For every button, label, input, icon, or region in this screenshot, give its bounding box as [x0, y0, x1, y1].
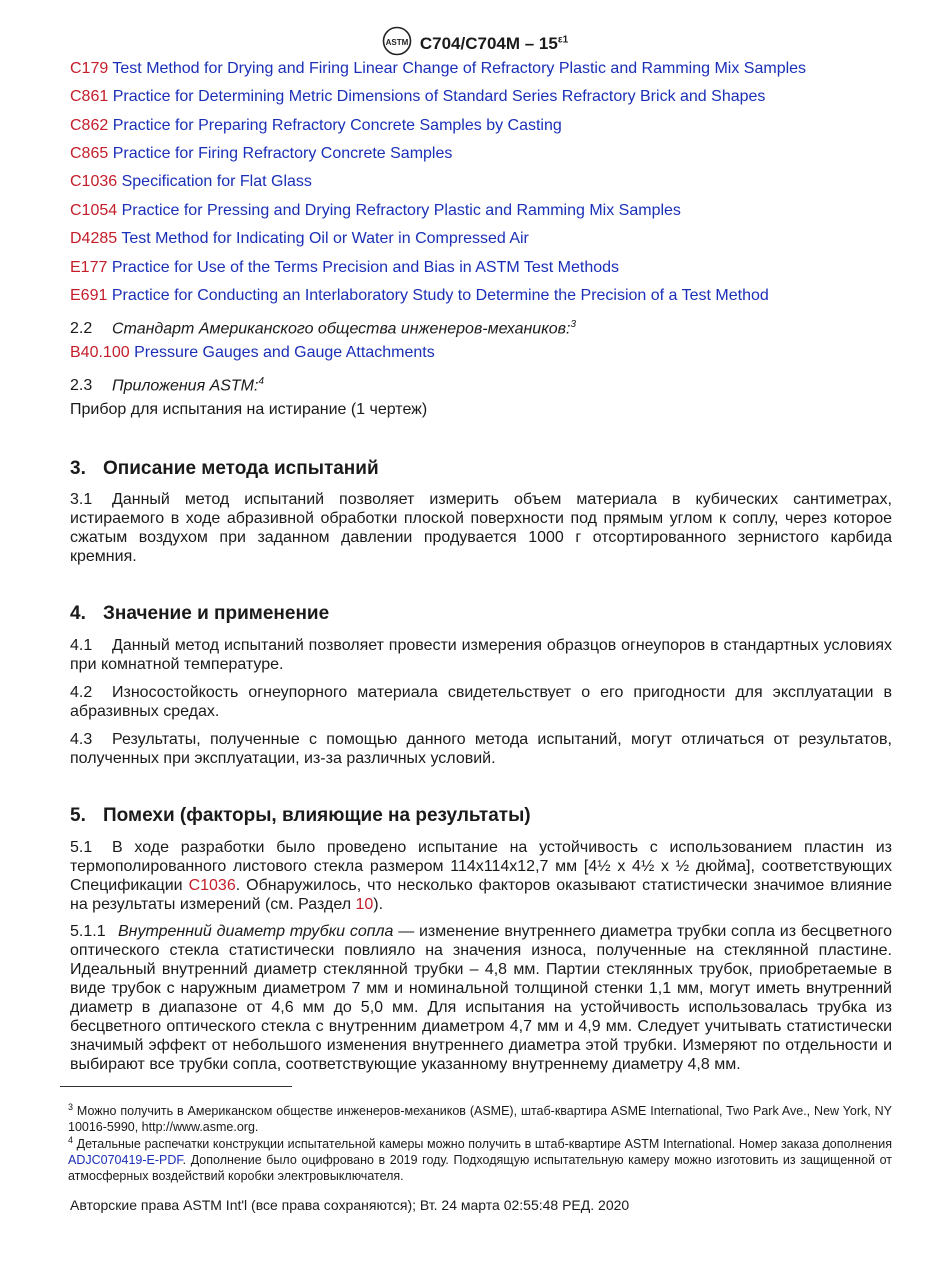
- reference-e691[interactable]: E691 Practice for Conducting an Interlaboratory Study to Determine the Precision of a Test Method: [70, 287, 769, 304]
- footnote-divider: [60, 1086, 292, 1087]
- reference-b40-100[interactable]: B40.100 Pressure Gauges and Gauge Attachments: [70, 344, 435, 361]
- copyright-footer: Авторские права ASTM Int'l (все права сохраняются); Вт. 24 марта 02:55:48 РЕД. 2020: [70, 1197, 630, 1213]
- section-4-heading: 4. Значение и применение: [70, 603, 330, 624]
- reference-c1054[interactable]: C1054 Practice for Pressing and Drying Refractory Plastic and Ramming Mix Samples: [70, 202, 681, 219]
- adjunct-item: Прибор для испытания на истирание (1 чертеж): [70, 401, 428, 418]
- subsection-2-3: 2.3 Приложения ASTM:$^4$: [70, 376, 265, 395]
- footnote-3: $^3$ Можно получить в Американском обществе инженеров-механиков (ASME), штаб-квартира ASME International, Two Park Ave., New York, NY 10016-5990, http://www.asme.org.: [68, 1102, 892, 1135]
- reference-c862[interactable]: C862 Practice for Preparing Refractory Concrete Samples by Casting: [70, 117, 562, 134]
- astm-logo-icon: [382, 26, 412, 61]
- section-5-heading: 5. Помехи (факторы, влияющие на результаты): [70, 805, 531, 826]
- link-section-10[interactable]: 10: [355, 896, 374, 913]
- section-3-heading: 3. Описание метода испытаний: [70, 458, 379, 479]
- subsection-2-2: 2.2 Стандарт Американского общества инженеров-механиков:$^3$: [70, 319, 577, 338]
- reference-c861[interactable]: C861 Practice for Determining Metric Dimensions of Standard Series Refractory Brick and Shapes: [70, 88, 766, 105]
- standard-code: $C704/C704M - 15^{\varepsilon 1}$: [419, 33, 569, 53]
- reference-c1036[interactable]: C1036 Specification for Flat Glass: [70, 173, 312, 190]
- link-adjunct[interactable]: ADJC070419-E-PDF: [68, 1153, 183, 1168]
- paragraph-4-2: 4.2 Износостойкость огнеупорного материала свидетельствует о его пригодности для эксплуатации в абразивных средах.: [70, 684, 892, 720]
- svg-text:ASTM: ASTM: [385, 38, 409, 47]
- reference-c179[interactable]: C179 Test Method for Drying and Firing Linear Change of Refractory Plastic and Ramming Mix Samples: [70, 60, 807, 77]
- reference-e177[interactable]: E177 Practice for Use of the Terms Precision and Bias in ASTM Test Methods: [70, 259, 620, 276]
- paragraph-5-1-1: 5.1.1 Внутренний диаметр трубки сопла — изменение внутреннего диаметра трубки сопла из бесцветного оптического стекла статистически повлияло на значения износа, полученные на стеклянной пластине. Идеальный внутренний диаметр стеклянной трубки – 4,8 мм. Партии стеклянных трубок, приобретаемые в виде трубок с наружным диаметром 7 мм и номинальной толщиной стенки 1,1 мм, могут иметь внутренний диаметр в диапазоне от 4,6 мм до 5,0 мм. Для испытания на устойчивость использовалась трубка из бесцветного оптического стекла с внутренним диаметром 4,7 мм и 4,9 мм. Следует учитывать статистически значимый эффект от небольшого изменения внутреннего диаметра этой трубки. Измеряют по отдельности и выбирают все трубки сопла, соответствующие указанному внутреннему диаметру 4,8 мм.: [70, 923, 892, 1073]
- reference-d4285[interactable]: D4285 Test Method for Indicating Oil or Water in Compressed Air: [70, 230, 529, 247]
- paragraph-3-1: 3.1 Данный метод испытаний позволяет измерить объем материала в кубических сантиметрах, истираемого в ходе абразивной обработки плоской поверхности под прямым углом к соплу, через которое сжатым воздухом при заданном давлении продувается 1000 г отсортированного зернистого карбида кремния.: [70, 491, 892, 565]
- page-header: [0, 26, 950, 61]
- paragraph-5-1: 5.1 В ходе разработки было проведено испытание на устойчивость с использованием пластин из термополированного листового стекла размером 114х114х12,7 мм [4½ х 4½ х ½ дюйма], соответствующих Спецификации C1036. Обнаружилось, что несколько факторов оказывают статистически значимое влияние на результаты измерений (см. Раздел 10).: [70, 839, 892, 913]
- paragraph-4-3: 4.3 Результаты, полученные с помощью данного метода испытаний, могут отличаться от результатов, полученных при эксплуатации, из-за различных условий.: [70, 731, 892, 767]
- footnote-4: $^4$ Детальные распечатки конструкции испытательной камеры можно получить в штаб-квартире ASTM International. Номер заказа дополнения ADJC070419-E-PDF. Дополнение было оцифровано в 2019 году. Подходящую испытательную камеру можно изготовить из защищенной от атмосферных воздействий коробки электровыключателя.: [68, 1135, 892, 1184]
- link-c1036[interactable]: C1036: [188, 877, 236, 894]
- paragraph-4-1: 4.1 Данный метод испытаний позволяет провести измерения образцов огнеупоров в стандартных условиях при комнатной температуре.: [70, 637, 892, 673]
- reference-c865[interactable]: C865 Practice for Firing Refractory Concrete Samples: [70, 145, 453, 162]
